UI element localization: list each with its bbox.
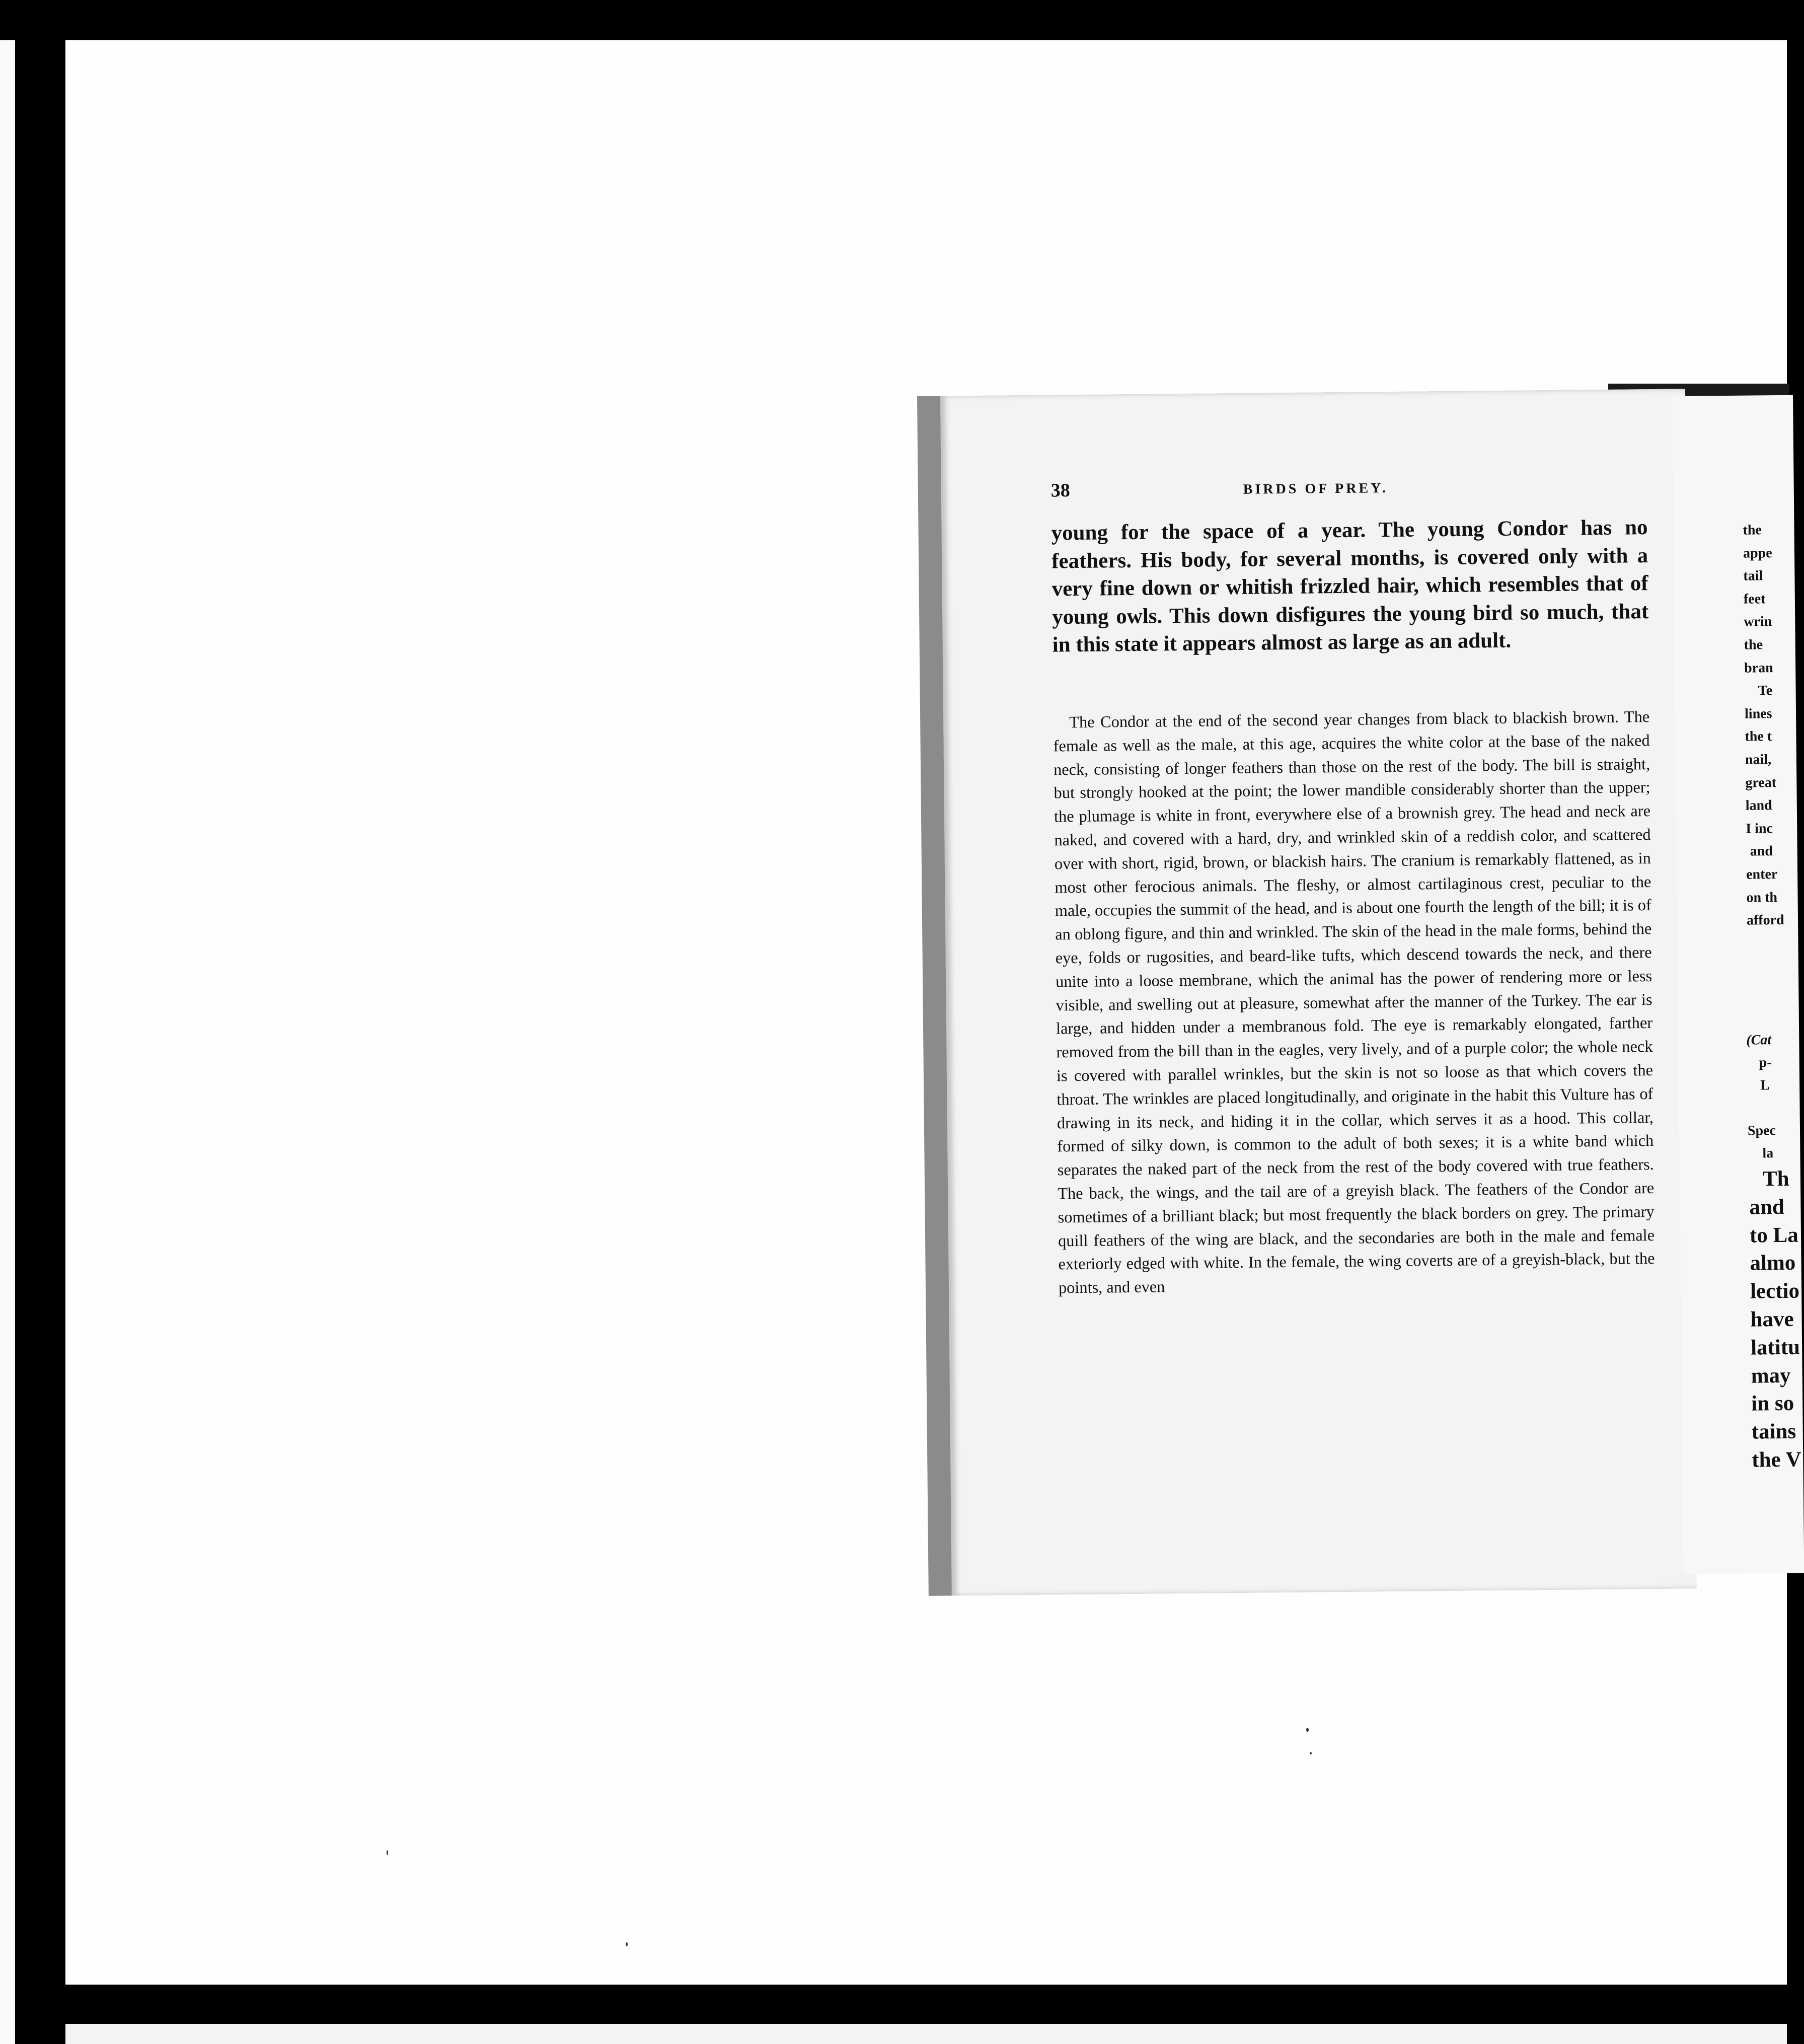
right-page-line: the <box>1744 637 1763 653</box>
right-page-line: in so <box>1751 1392 1794 1416</box>
right-page-line: tail <box>1743 568 1763 584</box>
right-page-line: and <box>1750 843 1773 859</box>
right-page-line: and <box>1749 1195 1785 1219</box>
right-book-page-cropped <box>1672 395 1804 1574</box>
right-page-line: appe <box>1743 545 1772 561</box>
right-page-line: lectio <box>1750 1279 1800 1303</box>
page-number: 38 <box>1050 480 1071 501</box>
right-page-line: (Cat <box>1746 1032 1772 1048</box>
right-page-line: on th <box>1746 889 1778 906</box>
right-page-line: la <box>1762 1145 1774 1161</box>
right-page-line: the t <box>1745 728 1772 745</box>
scan-speck <box>387 1850 388 1855</box>
scan-speck <box>1310 1752 1312 1755</box>
right-page-line: latitu <box>1750 1335 1800 1360</box>
right-page-line: have <box>1750 1307 1794 1332</box>
right-page-line: feet <box>1743 591 1766 607</box>
right-page-line: the V <box>1752 1447 1801 1472</box>
right-page-line: wrin <box>1744 614 1772 630</box>
right-page-line: tains <box>1751 1419 1796 1444</box>
left-book-page <box>917 389 1697 1596</box>
right-page-line: the <box>1743 522 1762 538</box>
right-page-line: almo <box>1750 1251 1796 1275</box>
film-edge-left <box>0 40 15 2044</box>
right-page-line: lines <box>1744 705 1772 722</box>
running-head: BIRDS OF PREY. <box>1243 480 1389 497</box>
scan-speck <box>1306 1728 1309 1732</box>
right-page-line: great <box>1745 774 1777 791</box>
right-page-line: land <box>1745 797 1772 814</box>
film-edge-bottom <box>65 2024 1787 2044</box>
right-page-line: p- <box>1759 1055 1772 1071</box>
large-type-paragraph: young for the space of a year. The young Condor has no feathers. His body, for several months, is covered only with a very fine down or whitish frizzled hair, which resembles that of young owls. This down disfigures the young bird so much, that in this state it appears almost as large as an adult. <box>1051 516 1649 657</box>
small-type-paragraph: The Condor at the end of the second year changes from black to blackish brown. The female as well as the male, at this age, acquires the white color at the base of the naked neck, consisting of longer feathers than those on the rest of the body. The bill is straight, but strongly hooked at the point; the lower mandible considerably shorter than the upper; the plumage is white in front, everywhere else of a brownish grey. The head and neck are naked, and covered with a hard, dry, and wrinkled skin of a reddish color, and scattered over with short, rigid, brown, or blackish hairs. The cranium is remarkably flattened, as in most other ferocious animals. The fleshy, or almost cartilaginous crest, peculiar to the male, occupies the summit of the head, and is about one fourth the length of the bill; it is of an oblong figure, and thin and wrinkled. The skin of the head in the male forms, behind the eye, folds or rugosities, and beard-like tufts, which descend towards the neck, and there unite into a loose membrane, which the animal has the power of rendering more or less visible, and swelling out at pleasure, somewhat after the manner of the Turkey. The ear is large, and hidden under a membranous fold. The eye is remarkably elongated, farther removed from the bill than in the eagles, very lively, and of a purple color; the whole neck is covered with parallel wrinkles, but the skin is not so loose as that which covers the throat. The wrinkles are placed longitudinally, and originate in the habit this Vulture has of drawing in its neck, and hiding it in the collar, which serves it as a hood. This collar, formed of silky down, is common to the adult of both sexes; it is a white band which separates the naked part of the neck from the rest of the body covered with true feathers. The back, the wings, and the tail are of a greyish black. The feathers of the Condor are sometimes of a brilliant black; but most frequently the black borders on grey. The primary quill feathers of the wing are black, and the secondaries are both in the male and female exteriorly edged with white. In the female, the wing coverts are of a greyish-black, but the points, and even <box>1053 708 1655 1297</box>
right-page-line: Te <box>1758 683 1773 699</box>
right-page-line: nail, <box>1745 752 1772 768</box>
right-page-line: bran <box>1744 660 1773 676</box>
scan-speck <box>626 1942 628 1946</box>
right-page-line: Spec <box>1747 1123 1776 1139</box>
right-page-line: enter <box>1746 866 1778 883</box>
right-page-line: L <box>1760 1077 1770 1093</box>
right-page-line: I inc <box>1746 820 1773 837</box>
right-page-line: afford <box>1746 912 1784 928</box>
right-page-line: to La <box>1749 1223 1798 1248</box>
right-page-line: may <box>1751 1363 1791 1388</box>
right-page-line: Th <box>1762 1166 1789 1191</box>
